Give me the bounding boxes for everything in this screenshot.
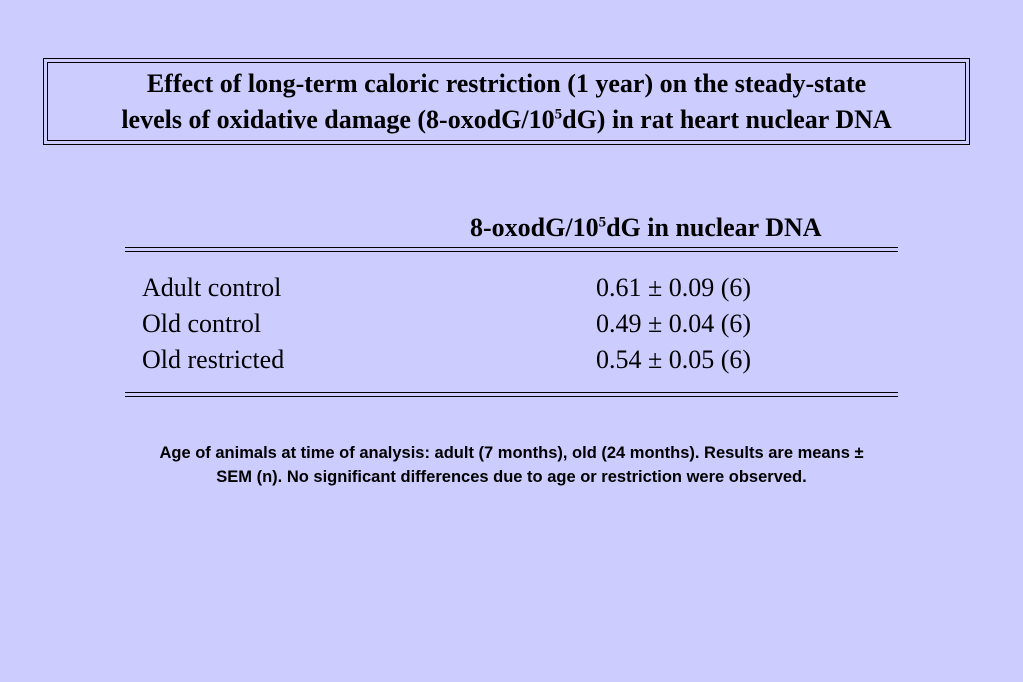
footnote-line-2: SEM (n). No significant differences due to age or restriction were observed. xyxy=(216,468,807,486)
row-value: 0.49 ± 0.04 (6) xyxy=(596,309,752,338)
footnote-line-1: Age of animals at time of analysis: adult (7 months), old (24 months). Results are means ± xyxy=(159,444,864,462)
title-line-2-text: levels of oxidative damage (8-oxodG/10 xyxy=(121,104,555,134)
bottom-double-rule xyxy=(125,392,898,397)
table-row xyxy=(125,309,898,345)
column-header xyxy=(470,213,822,243)
row-label: Old control xyxy=(142,309,262,338)
column-header-tail: dG in nuclear DNA xyxy=(606,213,822,242)
table-body xyxy=(125,273,898,381)
table-row xyxy=(125,273,898,309)
title-line-2 xyxy=(121,102,891,138)
column-header-text: 8-oxodG/10 xyxy=(470,213,599,242)
title-line-1: Effect of long-term caloric restriction (1 year) on the steady-state xyxy=(146,68,867,98)
title-box xyxy=(43,58,970,145)
row-value: 0.54 ± 0.05 (6) xyxy=(596,345,752,374)
row-label: Old restricted xyxy=(142,345,285,374)
title-line-2-tail: dG) in rat heart nuclear DNA xyxy=(562,104,892,134)
column-header-superscript: 5 xyxy=(598,214,607,231)
table-row xyxy=(125,345,898,381)
row-label: Adult control xyxy=(142,273,282,302)
row-value: 0.61 ± 0.09 (6) xyxy=(596,273,752,302)
title-frame xyxy=(47,62,966,141)
top-double-rule xyxy=(125,247,898,252)
footnote xyxy=(40,441,983,489)
title-superscript: 5 xyxy=(554,105,563,122)
